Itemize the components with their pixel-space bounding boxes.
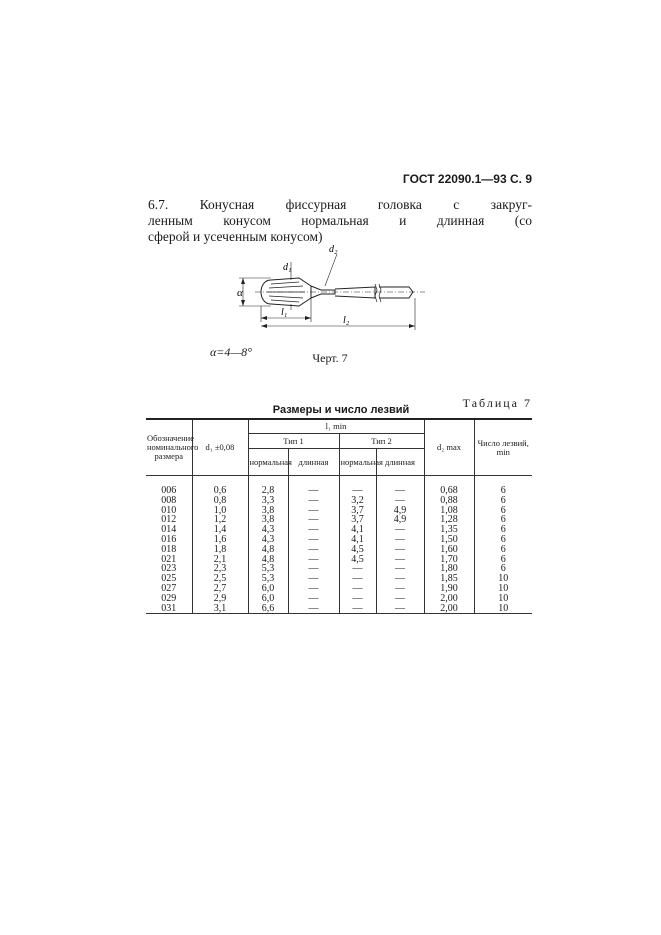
cell-d1: 1,4: [192, 525, 248, 535]
cell-d1: 3,1: [192, 604, 248, 614]
cell-type2-long: —: [376, 555, 424, 565]
table-row: [146, 496, 532, 506]
cell-blades: 6: [474, 486, 532, 496]
d2-label: d₂: [329, 244, 338, 255]
cell-blades: 6: [474, 506, 532, 516]
alpha-label: α: [237, 287, 243, 299]
cell-d2: 1,50: [424, 535, 474, 545]
header-d1: d₁ ±0,08: [192, 419, 248, 476]
cell-type1-long: —: [288, 594, 339, 604]
cell-d2: 0,88: [424, 496, 474, 506]
bur-drawing: [225, 240, 445, 340]
angle-note: α=4—8°: [210, 345, 252, 359]
table-spacer-row: [146, 476, 532, 487]
cell-d2: 1,70: [424, 555, 474, 565]
table-row: [146, 506, 532, 516]
cell-blades: 6: [474, 545, 532, 555]
cell-d2: 1,85: [424, 574, 474, 584]
cell-d2: 1,28: [424, 515, 474, 525]
cell-type1-normal: 5,3: [248, 564, 288, 574]
cell-type1-long: —: [288, 584, 339, 594]
cell-designation: 031: [146, 604, 192, 614]
cell-type1-long: —: [288, 515, 339, 525]
cell-d1: 0,6: [192, 486, 248, 496]
l1-label: l₁: [281, 307, 288, 318]
table-row: [146, 574, 532, 584]
header-type2: Тип 2: [339, 434, 424, 449]
cell-type1-normal: 5,3: [248, 574, 288, 584]
cell-designation: 025: [161, 573, 177, 585]
cell-d1: 2,5: [192, 574, 248, 584]
cell-d1: 1,8: [192, 545, 248, 555]
cell-type2-normal: —: [339, 604, 376, 614]
header-designation: Обозначение номинального размера: [146, 419, 192, 476]
cell-type1-normal: 6,0: [248, 584, 288, 594]
cell-d2: 1,60: [424, 545, 474, 555]
cell-type1-long: —: [288, 564, 339, 574]
cell-type2-normal: 4,5: [339, 555, 376, 565]
cell-designation: 006: [161, 485, 177, 496]
cell-d1: 1,0: [192, 506, 248, 516]
cell-blades: 6: [474, 525, 532, 535]
section-heading: [148, 197, 532, 245]
cell-type2-normal: 4,1: [339, 525, 376, 535]
table-title: Размеры и число лезвий: [272, 404, 410, 416]
cell-type2-long: 4,9: [376, 506, 424, 516]
cell-type2-normal: —: [339, 584, 376, 594]
cell-type1-long: —: [288, 506, 339, 516]
cell-type1-normal: 2,8: [248, 486, 288, 496]
cell-type1-long: —: [288, 604, 339, 614]
table-row: [146, 584, 532, 594]
cell-designation: 023: [161, 563, 177, 575]
cell-d1: 2,7: [192, 584, 248, 594]
cell-designation: 014: [161, 524, 177, 536]
table-label: Таблица 7: [462, 396, 532, 410]
cell-type2-normal: 3,2: [339, 496, 376, 506]
table-row: [146, 564, 532, 574]
cell-type1-long: —: [288, 486, 339, 496]
cell-d2: 2,00: [424, 604, 474, 614]
cell-d1: 2,1: [192, 555, 248, 565]
cell-type2-normal: —: [339, 486, 376, 496]
cell-d1: 1,2: [192, 515, 248, 525]
table-row: [146, 594, 532, 604]
cell-type1-normal: 4,8: [248, 555, 288, 565]
cell-type1-normal: 4,8: [248, 545, 288, 555]
cell-type2-long: —: [376, 496, 424, 506]
cell-type1-normal: 6,6: [248, 604, 288, 614]
table-row: [146, 535, 532, 545]
cell-d2: 1,80: [424, 564, 474, 574]
cell-d1: 0,8: [192, 496, 248, 506]
cell-type2-long: —: [376, 584, 424, 594]
cell-blades: 6: [474, 555, 532, 565]
table-row: [146, 486, 532, 496]
cell-blades: 10: [474, 584, 532, 594]
cell-d1: 1,6: [192, 535, 248, 545]
l2-label: l₂: [343, 315, 350, 326]
cell-blades: 6: [474, 515, 532, 525]
page-header-reference: ГОСТ 22090.1—93 С. 9: [402, 172, 532, 186]
header-type2-long: длинная: [376, 449, 424, 476]
cell-type2-long: —: [376, 525, 424, 535]
cell-designation: 010: [161, 504, 177, 516]
cell-type1-long: —: [288, 545, 339, 555]
cell-d2: 1,35: [424, 525, 474, 535]
cell-blades: 6: [474, 535, 532, 545]
cell-type1-long: —: [288, 496, 339, 506]
header-type1-long: длинная: [288, 449, 339, 476]
cell-designation: 008: [161, 494, 177, 506]
bur-shank-right: [379, 287, 413, 298]
header-type2-normal: нормальная: [339, 449, 376, 476]
cell-type2-long: —: [376, 486, 424, 496]
cell-blades: 6: [474, 564, 532, 574]
d2-leader: [325, 254, 337, 286]
cell-designation: 029: [161, 592, 177, 604]
cell-type2-normal: 3,7: [339, 506, 376, 516]
bur-shank-left: [335, 287, 375, 298]
cell-type1-normal: 3,3: [248, 496, 288, 506]
dimensions-table: [146, 418, 532, 614]
d1-label: d₁: [283, 262, 292, 273]
header-l1: l₁ min: [248, 419, 424, 434]
table-row: [146, 525, 532, 535]
cell-blades: 6: [474, 496, 532, 506]
header-type1-normal: нормальная: [248, 449, 288, 476]
header-blades: Число лезвий, min: [474, 419, 532, 476]
cell-type2-normal: —: [339, 594, 376, 604]
cell-type1-normal: 6,0: [248, 594, 288, 604]
section-line-2: ленным конусом нормальная и длинная (со: [148, 213, 532, 228]
cell-designation: 027: [161, 582, 177, 594]
cell-type2-long: —: [376, 594, 424, 604]
table-body: [146, 476, 532, 614]
cell-designation: 012: [161, 514, 177, 526]
cell-type2-long: —: [376, 535, 424, 545]
table-row: [146, 604, 532, 614]
cell-type2-long: —: [376, 564, 424, 574]
cell-type2-normal: 3,7: [339, 515, 376, 525]
cell-type1-long: —: [288, 574, 339, 584]
cell-d1: 2,3: [192, 564, 248, 574]
cell-blades: 10: [474, 574, 532, 584]
cell-d2: 2,00: [424, 594, 474, 604]
cell-type2-normal: —: [339, 574, 376, 584]
cell-type1-normal: 4,3: [248, 525, 288, 535]
cell-type1-normal: 4,3: [248, 535, 288, 545]
cell-blades: 10: [474, 594, 532, 604]
cell-type2-normal: —: [339, 564, 376, 574]
cell-type2-long: 4,9: [376, 515, 424, 525]
cell-type2-long: —: [376, 545, 424, 555]
section-line-1: 6.7. Конусная фиссурная головка с закруг-: [148, 197, 532, 212]
header-d2: d₂ max: [424, 419, 474, 476]
section-line-3: сферой и усеченным конусом): [148, 229, 323, 244]
cell-type1-normal: 3,8: [248, 515, 288, 525]
cell-designation: 021: [161, 553, 177, 565]
table-row: [146, 515, 532, 525]
cell-type1-normal: 3,8: [248, 506, 288, 516]
cell-type1-long: —: [288, 535, 339, 545]
cell-type2-long: —: [376, 574, 424, 584]
cell-type1-long: —: [288, 555, 339, 565]
cell-type2-normal: 4,1: [339, 535, 376, 545]
cell-d2: 1,08: [424, 506, 474, 516]
cell-type1-long: —: [288, 525, 339, 535]
cell-designation: 016: [161, 533, 177, 545]
cell-blades: 10: [474, 604, 532, 614]
header-type1: Тип 1: [248, 434, 339, 449]
drawing-caption: Черт. 7: [312, 351, 348, 365]
cell-d2: 0,68: [424, 486, 474, 496]
table-row: [146, 555, 532, 565]
cell-d2: 1,90: [424, 584, 474, 594]
table-row: [146, 545, 532, 555]
cell-d1: 2,9: [192, 594, 248, 604]
cell-designation: 018: [161, 543, 177, 555]
cell-type2-normal: 4,5: [339, 545, 376, 555]
cell-type2-long: —: [376, 604, 424, 614]
